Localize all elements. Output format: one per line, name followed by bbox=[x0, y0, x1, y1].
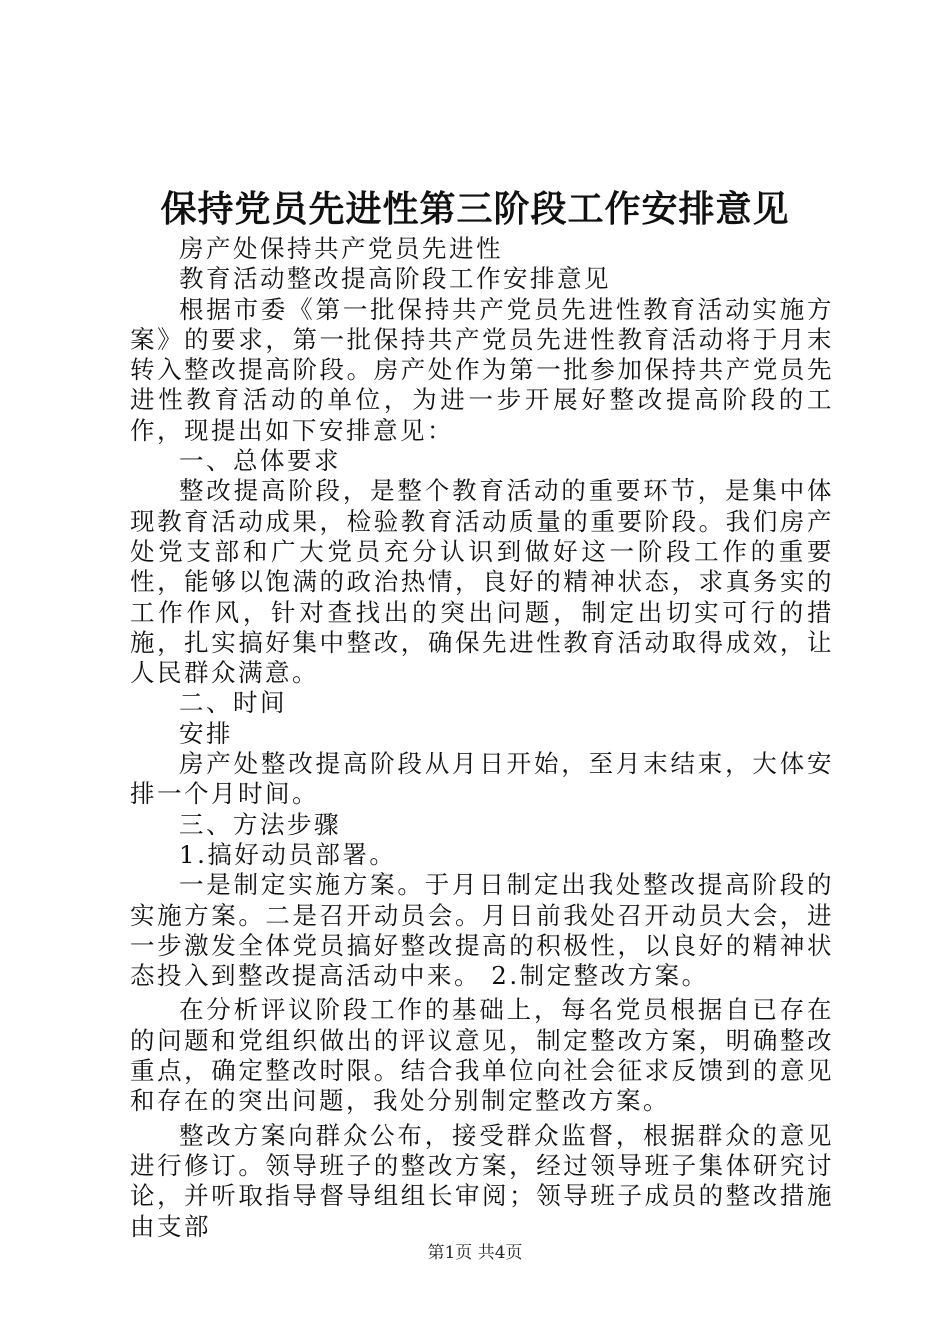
paragraph-intro: 根据市委《第一批保持共产党员先进性教育活动实施方案》的要求，第一批保持共产党员先进性教育活动将于月末转入整改提高阶段。房产处作为第一批参加保持共产党员先进性教育活动的单位，为进一步开展好整改提高阶段的工作，现提出如下安排意见： bbox=[130, 294, 834, 445]
paragraph-step-2: 在分析评议阶段工作的基础上，每名党员根据自已存在的问题和党组织做出的评议意见，制定整改方案，明确整改重点，确定整改时限。结合我单位向社会征求反馈到的意见和存在的突出问题，我处分别制定整改方案。 bbox=[130, 995, 834, 1116]
page-number-footer: 第1页 共4页 bbox=[427, 1243, 523, 1263]
section-heading-2: 二、时间 bbox=[179, 688, 287, 718]
document-title: 保持党员先进性第三阶段工作安排意见 bbox=[160, 188, 790, 230]
section-heading-2-continued: 安排 bbox=[179, 718, 233, 748]
section-heading-3: 三、方法步骤 bbox=[179, 809, 341, 839]
document-body bbox=[130, 234, 834, 1242]
section-heading-1: 一、总体要求 bbox=[179, 446, 341, 476]
step-heading-1: 1.搞好动员部署。 bbox=[179, 839, 397, 869]
paragraph-step-1: 一是制定实施方案。于月日制定出我处整改提高阶段的实施方案。二是召开动员会。月日前我处召开动员大会，进一步激发全体党员搞好整改提高的积极性，以良好的精神状态投入到整改提高活动中来。 2.制定整改方案。 bbox=[130, 870, 834, 991]
paragraph-general-requirements: 整改提高阶段，是整个教育活动的重要环节，是集中体现教育活动成果，检验教育活动质量的重要阶段。我们房产处党支部和广大党员充分认识到做好这一阶段工作的重要性，能够以饱满的政治热情，良好的精神状态，求真务实的工作作风，针对查找出的突出问题，制定出切实可行的措施，扎实搞好集中整改，确保先进性教育活动取得成效，让人民群众满意。 bbox=[130, 476, 834, 688]
paragraph-schedule: 房产处整改提高阶段从月日开始，至月末结束，大体安排一个月时间。 bbox=[130, 749, 834, 809]
paragraph-subtitle-1: 房产处保持共产党员先进性 bbox=[179, 234, 503, 263]
paragraph-subtitle-2: 教育活动整改提高阶段工作安排意见 bbox=[179, 264, 611, 294]
paragraph-step-2-continued: 整改方案向群众公布，接受群众监督，根据群众的意见进行修订。领导班子的整改方案，经过领导班子集体研究讨论，并听取指导督导组组长审阅；领导班子成员的整改措施由支部 bbox=[130, 1120, 834, 1241]
